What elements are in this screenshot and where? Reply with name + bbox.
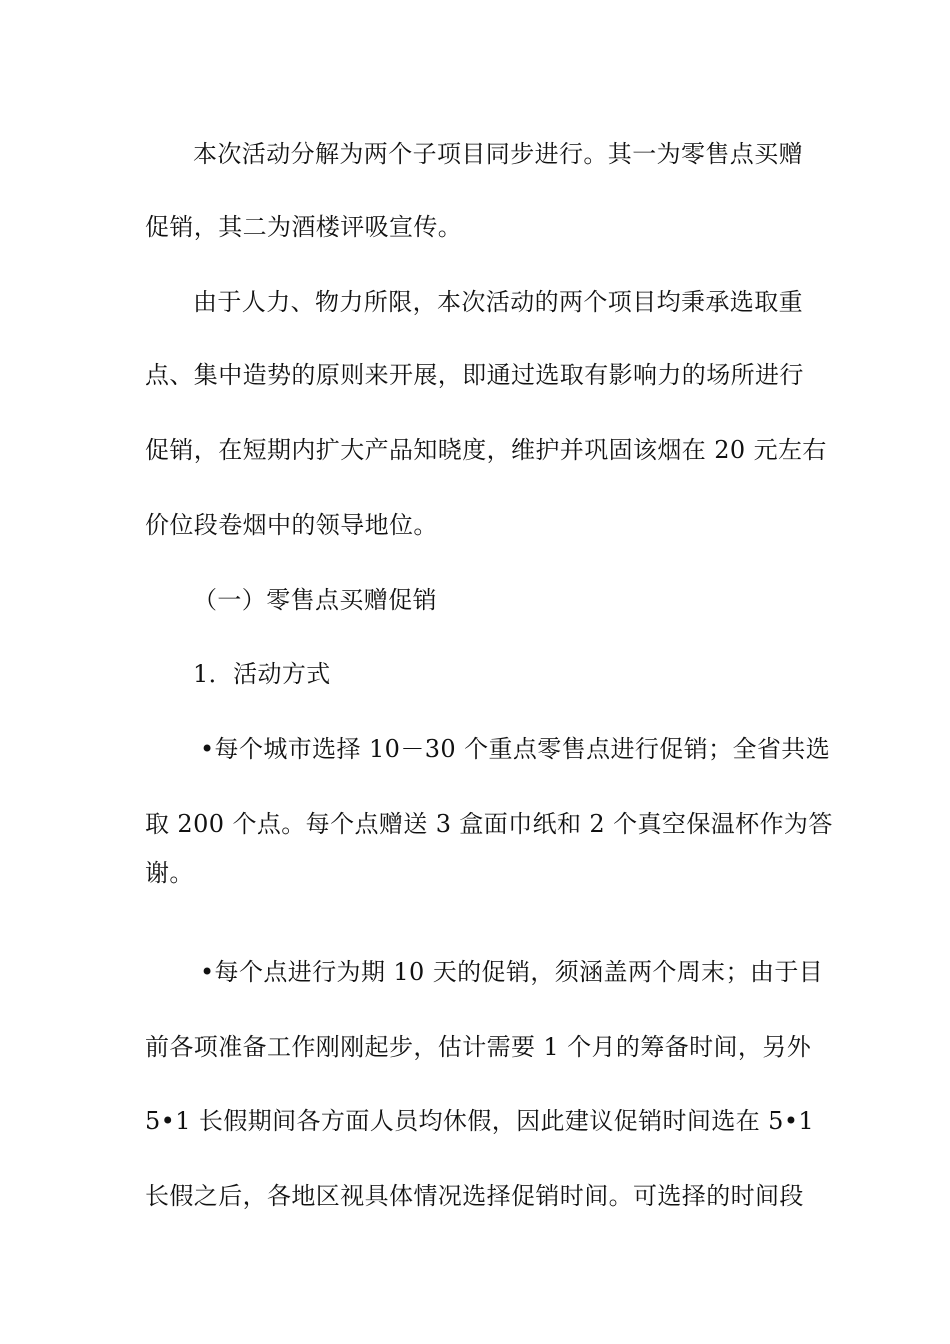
- bullet-1-line-1: •每个城市选择 10－30 个重点零售点进行促销；全省共选: [200, 735, 831, 763]
- bullet-2-line-2: 前各项准备工作刚刚起步，估计需要 1 个月的筹备时间，另外: [145, 1033, 812, 1061]
- subsection-heading: 1．活动方式: [193, 660, 331, 688]
- paragraph-2-line-2: 点、集中造势的原则来开展，即通过选取有影响力的场所进行: [145, 361, 804, 389]
- bullet-1-line-2: 取 200 个点。每个点赠送 3 盒面巾纸和 2 个真空保温杯作为答: [145, 810, 833, 838]
- paragraph-2-line-1: 由于人力、物力所限，本次活动的两个项目均秉承选取重: [193, 288, 803, 316]
- paragraph-1-line-2: 促销，其二为酒楼评吸宣传。: [145, 213, 463, 241]
- bullet-2-line-1: •每个点进行为期 10 天的促销，须涵盖两个周末；由于目: [200, 958, 824, 986]
- bullet-2-line-3: 5•1 长假期间各方面人员均休假，因此建议促销时间选在 5•1: [145, 1107, 815, 1135]
- bullet-2-line-4: 长假之后，各地区视具体情况选择促销时间。可选择的时间段: [145, 1182, 804, 1210]
- bullet-1-line-3: 谢。: [145, 859, 194, 887]
- paragraph-1-line-1: 本次活动分解为两个子项目同步进行。其一为零售点买赠: [193, 140, 803, 168]
- paragraph-2-line-3: 促销，在短期内扩大产品知晓度，维护并巩固该烟在 20 元左右: [145, 436, 827, 464]
- paragraph-2-line-4: 价位段卷烟中的领导地位。: [145, 511, 438, 539]
- section-heading: （一）零售点买赠促销: [193, 586, 437, 614]
